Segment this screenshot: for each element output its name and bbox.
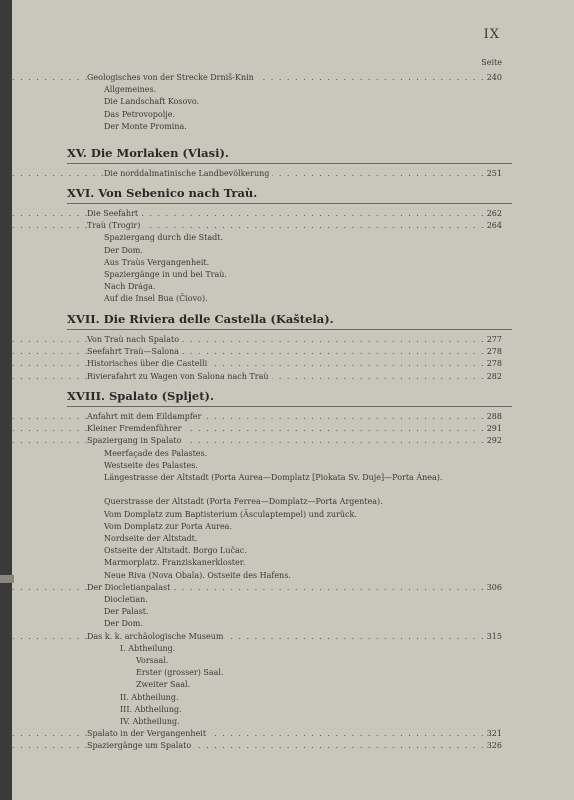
page-column-header: Seite [481, 58, 502, 67]
toc-entry [12, 509, 574, 521]
toc-entry-page: 326 [484, 740, 502, 752]
toc-entry-title: Der Dom. [104, 619, 146, 628]
toc-entry [12, 594, 574, 606]
toc-entry [12, 72, 574, 84]
toc-entry [12, 728, 574, 740]
toc-entry-title: Allgemeines. [104, 85, 159, 94]
toc-entry [12, 679, 574, 691]
toc-entry [12, 109, 574, 121]
toc-entry-title: Das Petrovopolje. [104, 110, 178, 119]
toc-entry [12, 448, 574, 460]
toc-entry [12, 232, 574, 244]
toc-entry-page: 264 [484, 220, 502, 232]
toc-entry-page: 321 [484, 728, 502, 740]
toc-entry [12, 371, 574, 383]
toc-entry-page: 251 [484, 168, 502, 180]
toc-entry-title: Vom Domplatz zum Baptisterium (Äsculaptempel) und zurück. [104, 510, 360, 519]
toc-entry [12, 423, 574, 435]
toc-entry-title: Längestrasse der Altstadt (Porta Aurea—Domplatz [Piokata Sv. Duje]—Porta Ánea). [104, 472, 497, 484]
toc-entry-title: Von Traù nach Spalato [87, 335, 182, 344]
toc-entry [12, 460, 574, 472]
toc-entry-page: 282 [484, 371, 502, 383]
toc-entry-title: Die norddalmatinische Landbevölkerung [104, 169, 272, 178]
toc-entry-title: Die Landschaft Kosovo. [104, 97, 202, 106]
toc-entry-title: Der Palast. [104, 607, 152, 616]
toc-entry-title: Marmorplatz. Franziskanerkloster. [104, 558, 248, 567]
toc-entry-title: Ostseite der Altstadt. Borgo Lučac. [104, 546, 250, 555]
toc-entry-title: Nach Drága. [104, 282, 158, 291]
section-heading: XVIII. Spalato (Spljet). [67, 389, 214, 403]
section-rule [67, 329, 512, 330]
toc-entry-title: Spaziergänge in und bei Traù. [104, 270, 230, 279]
toc-entry-title: Anfahrt mit dem Eildampfer [87, 412, 204, 421]
toc-entry [12, 570, 574, 582]
section-heading: XVII. Die Riviera delle Castella (Kaštela). [67, 312, 334, 326]
toc-entry-title: Spaziergang in Spalato [87, 436, 184, 445]
toc-entry-title: Spalato in der Vergangenheit [87, 729, 209, 738]
toc-entry-title: Geologisches von der Strecke Drniš-Knin [87, 73, 257, 82]
toc-entry-title: Westseite des Palastes. [104, 461, 201, 470]
toc-entry-title: Spaziergang durch die Stadt. [104, 233, 226, 242]
toc-entry [12, 281, 574, 293]
toc-entry-page: 288 [484, 411, 502, 423]
toc-entry [12, 643, 574, 655]
toc-entry-page: 278 [484, 346, 502, 358]
toc-entry [12, 269, 574, 281]
toc-entry-title: Der Dom. [104, 246, 146, 255]
toc-entry-title: IV. Abtheilung. [120, 717, 183, 726]
toc-entry-title: Der Diocletianpalast [87, 583, 173, 592]
toc-entry [12, 435, 574, 447]
toc-entry [12, 704, 574, 716]
page-number: IX [483, 27, 500, 42]
toc-entry [12, 257, 574, 269]
toc-entry [12, 496, 574, 508]
toc-entry-title: Die Seefahrt [87, 209, 141, 218]
toc-entry-title: Aus Traùs Vergangenheit. [104, 258, 212, 267]
toc-entry-title: Neue Riva (Nova Obala). Ostseite des Hafens. [104, 571, 294, 580]
toc-entry-title: Rivierafahrt zu Wagen von Salona nach Traù [87, 372, 272, 381]
toc-entry-title: III. Abtheilung. [120, 705, 185, 714]
toc-entry-title: Vom Domplatz zur Porta Aurea. [104, 522, 235, 531]
toc-entry-page: 292 [484, 435, 502, 447]
book-page [12, 0, 574, 800]
toc-entry [12, 557, 574, 569]
section-heading: XVI. Von Sebenico nach Traù. [67, 186, 258, 200]
toc-entry [12, 606, 574, 618]
margin-mark [0, 575, 14, 583]
toc-entry [12, 346, 574, 358]
toc-entry [12, 358, 574, 370]
toc-entry-title: Diocletian. [104, 595, 151, 604]
section-rule [67, 406, 512, 407]
toc-entry-page: 278 [484, 358, 502, 370]
toc-entry-page: 291 [484, 423, 502, 435]
section-rule [67, 163, 512, 164]
toc-entry [12, 334, 574, 346]
toc-entry [12, 716, 574, 728]
toc-entry [12, 533, 574, 545]
toc-entry-title: Nordseite der Altstadt. [104, 534, 200, 543]
toc-entry [12, 667, 574, 679]
toc-entry-title: II. Abtheilung. [120, 693, 182, 702]
toc-entry-title: I. Abtheilung. [120, 644, 178, 653]
toc-entry [12, 121, 574, 133]
toc-entry [12, 208, 574, 220]
toc-entry [12, 220, 574, 232]
toc-entry-page: 277 [484, 334, 502, 346]
toc-entry [12, 96, 574, 108]
toc-entry [12, 545, 574, 557]
toc-entry-title: Zweiter Saal. [136, 680, 193, 689]
toc-entry [12, 618, 574, 630]
toc-entry [12, 411, 574, 423]
toc-entry [12, 631, 574, 643]
toc-entry [12, 245, 574, 257]
toc-entry-title: Auf die Insel Bua (Čiovo). [104, 294, 211, 303]
toc-entry-title: Spaziergänge um Spalato [87, 741, 194, 750]
section-heading: XV. Die Morlaken (Vlasi). [67, 146, 229, 160]
toc-entry [12, 84, 574, 96]
toc-entry-title: Das k. k. archäologische Museum [87, 632, 227, 641]
toc-entry [12, 168, 574, 180]
toc-entry [12, 521, 574, 533]
toc-entry [12, 582, 574, 594]
toc-entry-title: Meerfaçade des Palastes. [104, 449, 210, 458]
toc-entry-page: 315 [484, 631, 502, 643]
toc-entry [12, 472, 574, 496]
toc-entry-title: Kleiner Fremdenführer [87, 424, 184, 433]
toc-entry [12, 293, 574, 305]
toc-entry [12, 692, 574, 704]
toc-entry [12, 740, 574, 752]
toc-entry-title: Seefahrt Traù—Salona [87, 347, 182, 356]
toc-entry-page: 306 [484, 582, 502, 594]
toc-entry-title: Vorsaal. [136, 656, 171, 665]
toc-entry-title: Historisches über die Castelli [87, 359, 210, 368]
section-rule [67, 203, 512, 204]
toc-entry-title: Der Monte Promina. [104, 122, 190, 131]
toc-entry-title: Traù (Trogir) [87, 221, 143, 230]
toc-entry-page: 240 [484, 72, 502, 84]
toc-entry-page: 262 [484, 208, 502, 220]
toc-entry-title: Erster (grosser) Saal. [136, 668, 227, 677]
toc-entry-title: Querstrasse der Altstadt (Porta Ferrea—Domplatz—Porta Argentea). [104, 497, 386, 506]
toc-entry [12, 655, 574, 667]
